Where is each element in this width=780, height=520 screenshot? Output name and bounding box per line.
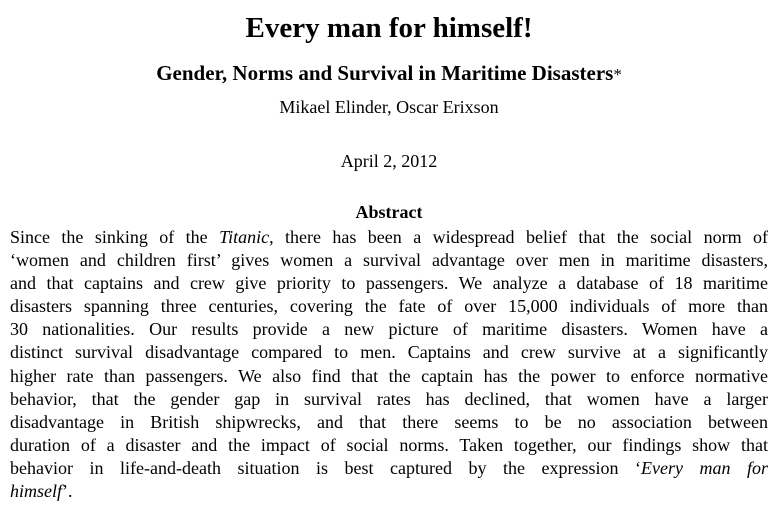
abstract-text: ’. (62, 481, 73, 502)
abstract-italic-text: Titanic (219, 227, 270, 247)
abstract-text: behavior in life-and-death situation is best captured by the expression ‘ (10, 457, 641, 478)
abstract-heading: Abstract (355, 202, 423, 222)
footnote-marker[interactable]: * (613, 65, 622, 84)
abstract-line (10, 480, 768, 503)
abstract-line (10, 226, 768, 249)
abstract-text: 30 nationalities. Our results provide a new picture of maritime disasters. Women have a (10, 319, 768, 340)
abstract-line (10, 295, 768, 318)
abstract-line (10, 318, 768, 341)
abstract-text: disadvantage in British shipwrecks, and that there seems to be no association between (10, 411, 768, 432)
subtitle-text: Gender, Norms and Survival in Maritime Disasters (156, 61, 614, 85)
abstract-line (10, 341, 768, 364)
paper-subtitle (10, 60, 768, 88)
abstract-text: Since the sinking of the (10, 227, 220, 247)
abstract-text: distinct survival disadvantage compared to men. Captains and crew survive at a significantly (10, 342, 768, 363)
abstract-line (10, 365, 768, 388)
abstract-line (10, 411, 768, 434)
abstract-text: and that captains and crew give priority to passengers. We analyze a database of 18 maritime (10, 273, 768, 294)
abstract-text: behavior, that the gender gap in survival rates has declined, that women have a larger (10, 388, 768, 409)
abstract-line (10, 272, 768, 295)
abstract-text: , there has been a widespread belief that the social norm of (269, 227, 768, 247)
abstract-body (10, 226, 768, 503)
abstract-line (10, 388, 768, 411)
abstract-text: ‘women and children first’ gives women a survival advantage over men in maritime disasters, (10, 250, 768, 271)
abstract-italic-text: himself (10, 481, 62, 502)
paper-authors: Mikael Elinder, Oscar Erixson (279, 97, 499, 117)
paper-date: April 2, 2012 (340, 151, 438, 171)
abstract-line (10, 457, 768, 480)
abstract-text: disasters spanning three centuries, covering the fate of over 15,000 individuals of more than (10, 296, 768, 317)
paper-title: Every man for himself! (245, 12, 533, 44)
abstract-line (10, 434, 768, 457)
abstract-text: higher rate than passengers. We also find that the captain has the power to enforce normative (10, 365, 768, 386)
abstract-line (10, 249, 768, 272)
abstract-text: duration of a disaster and the impact of social norms. Taken together, our findings show that (10, 434, 768, 455)
abstract-italic-text: Every man for (640, 457, 768, 478)
